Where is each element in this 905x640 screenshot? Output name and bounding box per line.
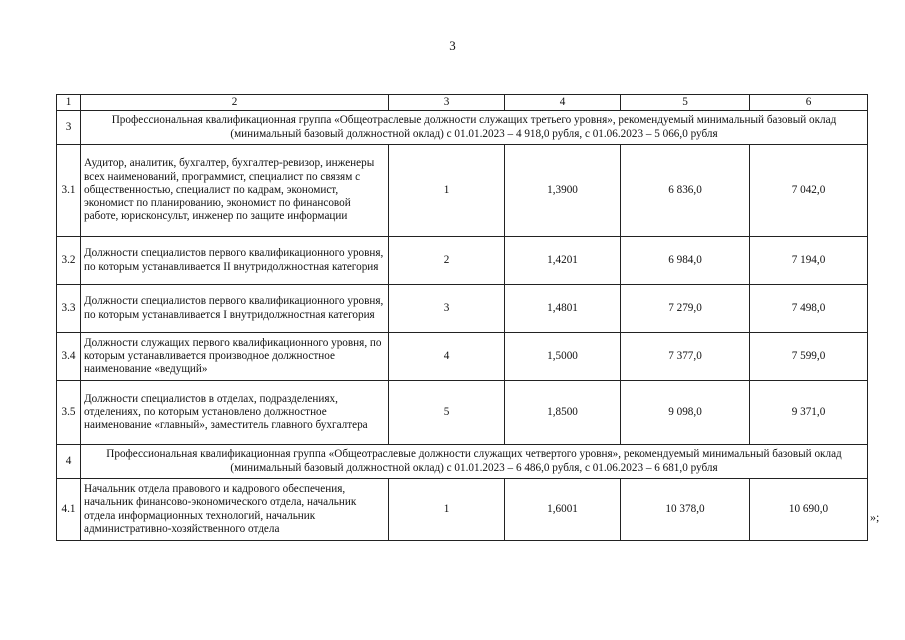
coefficient: 1,8500 — [505, 381, 621, 445]
salary-from-2023-01: 7 377,0 — [621, 333, 750, 381]
salary-from-2023-06: 7 498,0 — [750, 285, 868, 333]
closing-quote-mark: »; — [870, 510, 880, 524]
page-number: 3 — [449, 38, 456, 53]
table-header-row — [57, 95, 868, 111]
qualification-level: 4 — [389, 333, 505, 381]
position-name: Должности специалистов первого квалификационного уровня, по которым устанавливается II внутридолжностная категория — [81, 237, 389, 285]
position-name: Аудитор, аналитик, бухгалтер, бухгалтер-ревизор, инженеры всех наименований, программист, специалист по связям с общественностью, специалист по кадрам, экономист, экономист по планированию, экономист по финансовой работе, юрисконсульт, инженер по защите информации — [81, 145, 389, 237]
coefficient: 1,4201 — [505, 237, 621, 285]
salary-from-2023-01: 6 984,0 — [621, 237, 750, 285]
coefficient: 1,6001 — [505, 479, 621, 541]
table-row — [57, 285, 868, 333]
table-row — [57, 237, 868, 285]
qualification-level: 3 — [389, 285, 505, 333]
coefficient: 1,4801 — [505, 285, 621, 333]
header-cell: 6 — [750, 95, 868, 111]
position-name: Должности специалистов первого квалификационного уровня, по которым устанавливается I внутридолжностная категория — [81, 285, 389, 333]
row-number: 3.3 — [57, 285, 81, 333]
salary-from-2023-06: 7 042,0 — [750, 145, 868, 237]
header-cell: 4 — [505, 95, 621, 111]
salary-from-2023-01: 10 378,0 — [621, 479, 750, 541]
group-title: Профессиональная квалификационная группа «Общеотраслевые должности служащих четвертого уровня», рекомендуемый минимальный базовый оклад (минимальный базовый должностной оклад) с 01.01.2023 – 6 486,0 рубля, с 01.06.2023 – 6 681,0 рубля — [81, 445, 868, 479]
group-title: Профессиональная квалификационная группа «Общеотраслевые должности служащих третьего уровня», рекомендуемый минимальный базовый оклад (минимальный базовый должностной оклад) с 01.01.2023 – 4 918,0 рубля, с 01.06.2023 – 5 066,0 рубля — [81, 111, 868, 145]
row-number: 3.5 — [57, 381, 81, 445]
salary-from-2023-06: 7 599,0 — [750, 333, 868, 381]
header-cell: 3 — [389, 95, 505, 111]
position-name: Начальник отдела правового и кадрового обеспечения, начальник финансово-экономического отдела, начальник отдела информационных технологий, начальник административно-хозяйственного отдела — [81, 479, 389, 541]
table-row — [57, 381, 868, 445]
table-row — [57, 145, 868, 237]
salary-from-2023-01: 6 836,0 — [621, 145, 750, 237]
table-row — [57, 333, 868, 381]
group-number: 3 — [57, 111, 81, 145]
group-row — [57, 445, 868, 479]
group-number: 4 — [57, 445, 81, 479]
position-name: Должности специалистов в отделах, подразделениях, отделениях, по которым установлено должностное наименование «главный», заместитель главного бухгалтера — [81, 381, 389, 445]
coefficient: 1,3900 — [505, 145, 621, 237]
qualification-level: 2 — [389, 237, 505, 285]
header-cell: 5 — [621, 95, 750, 111]
row-number: 3.4 — [57, 333, 81, 381]
salary-from-2023-06: 9 371,0 — [750, 381, 868, 445]
table-row — [57, 479, 868, 541]
row-number: 4.1 — [57, 479, 81, 541]
qualification-level: 1 — [389, 145, 505, 237]
salary-from-2023-06: 7 194,0 — [750, 237, 868, 285]
header-cell: 1 — [57, 95, 81, 111]
coefficient: 1,5000 — [505, 333, 621, 381]
salary-table — [56, 94, 868, 541]
row-number: 3.2 — [57, 237, 81, 285]
header-cell: 2 — [81, 95, 389, 111]
row-number: 3.1 — [57, 145, 81, 237]
salary-from-2023-06: 10 690,0 — [750, 479, 868, 541]
qualification-level: 1 — [389, 479, 505, 541]
position-name: Должности служащих первого квалификационного уровня, по которым устанавливается производное должностное наименование «ведущий» — [81, 333, 389, 381]
salary-from-2023-01: 9 098,0 — [621, 381, 750, 445]
salary-from-2023-01: 7 279,0 — [621, 285, 750, 333]
group-row — [57, 111, 868, 145]
qualification-level: 5 — [389, 381, 505, 445]
